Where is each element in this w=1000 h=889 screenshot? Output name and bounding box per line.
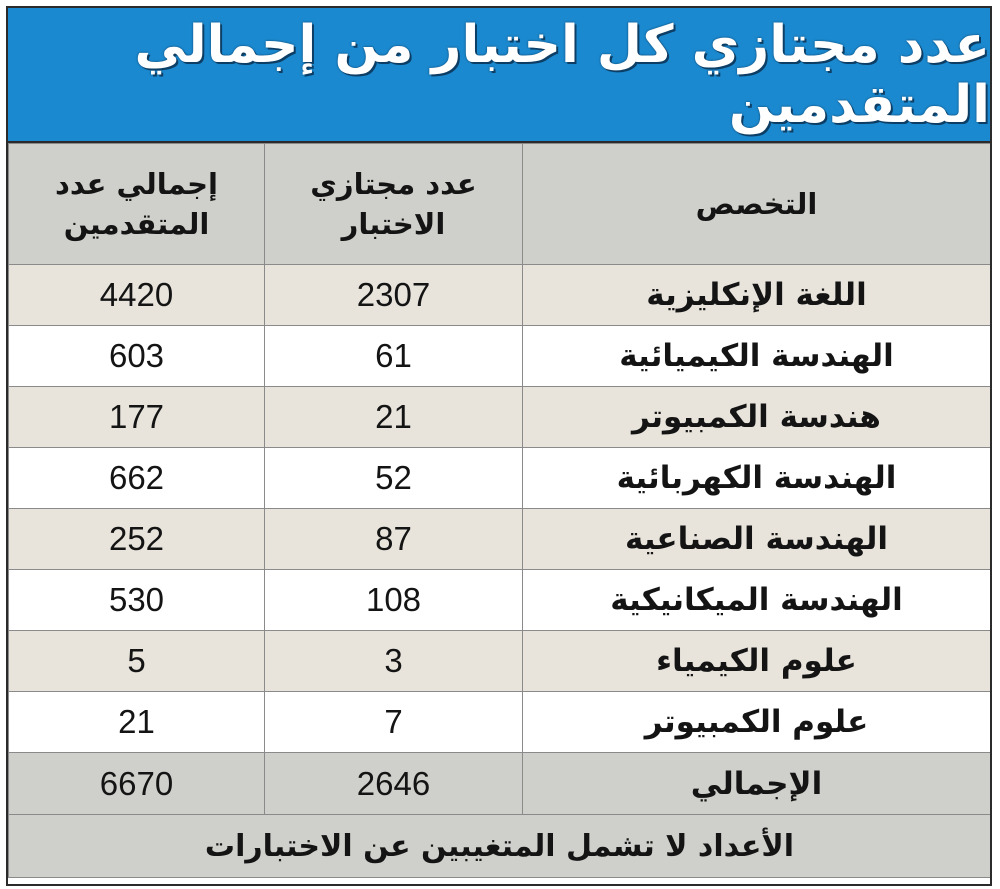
specialty-cell: علوم الكمبيوتر [523,692,991,753]
specialty-cell: الهندسة الميكانيكية [523,570,991,631]
header-applicants: إجمالي عدد المتقدمين [9,144,265,265]
applicants-cell: 662 [9,448,265,509]
passed-cell: 3 [265,631,523,692]
table-row [9,692,991,753]
applicants-cell: 530 [9,570,265,631]
table-row [9,448,991,509]
specialty-cell: اللغة الإنكليزية [523,265,991,326]
table-row [9,570,991,631]
specialty-cell: هندسة الكمبيوتر [523,387,991,448]
table-row [9,509,991,570]
infographic-frame [6,6,992,886]
applicants-cell: 252 [9,509,265,570]
passed-cell: 7 [265,692,523,753]
applicants-cell: 21 [9,692,265,753]
passed-cell: 52 [265,448,523,509]
passed-cell: 87 [265,509,523,570]
table-row [9,326,991,387]
applicants-cell: 177 [9,387,265,448]
table-row [9,631,991,692]
footnote-row [9,815,991,878]
passed-cell: 2307 [265,265,523,326]
footnote: الأعداد لا تشمل المتغيبين عن الاختبارات [9,815,991,878]
applicants-cell: 4420 [9,265,265,326]
specialty-cell: الهندسة الكهربائية [523,448,991,509]
applicants-cell: 5 [9,631,265,692]
passed-cell: 108 [265,570,523,631]
passed-cell: 21 [265,387,523,448]
total-passed: 2646 [265,753,523,815]
table-row [9,387,991,448]
data-table [8,143,991,878]
total-applicants: 6670 [9,753,265,815]
header-passed: عدد مجتازي الاختبار [265,144,523,265]
header-specialty: التخصص [523,144,991,265]
applicants-cell: 603 [9,326,265,387]
header-row [9,144,991,265]
specialty-cell: علوم الكيمياء [523,631,991,692]
total-row [9,753,991,815]
chart-title: عدد مجتازي كل اختبار من إجمالي المتقدمين [134,14,990,135]
passed-cell: 61 [265,326,523,387]
total-label: الإجمالي [523,753,991,815]
table-row [9,265,991,326]
table-body [9,265,991,878]
specialty-cell: الهندسة الكيميائية [523,326,991,387]
specialty-cell: الهندسة الصناعية [523,509,991,570]
title-bar [8,8,990,143]
